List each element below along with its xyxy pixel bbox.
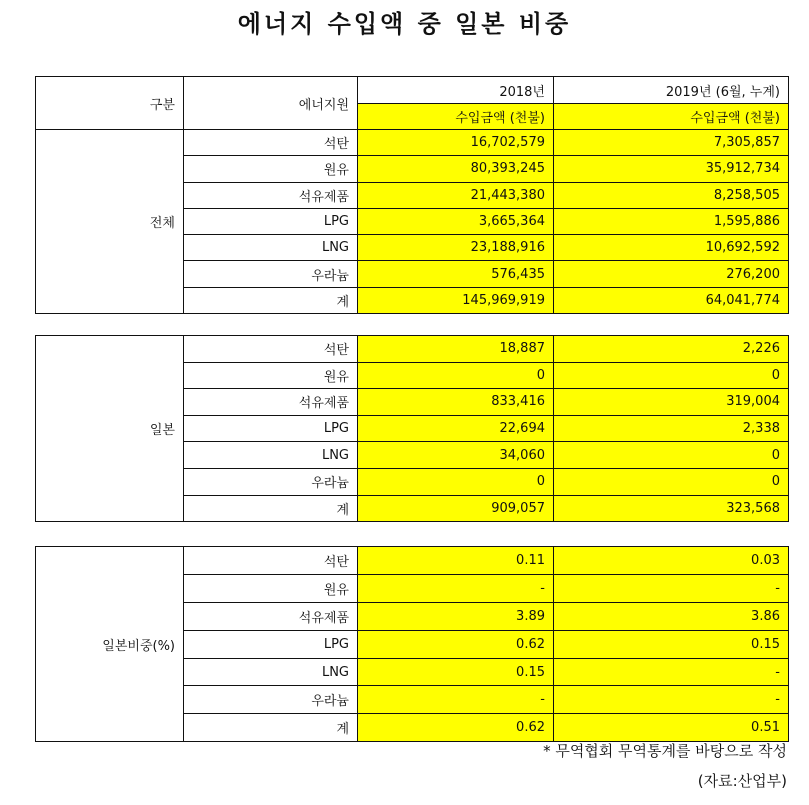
- value-2018-cell: 0.62: [358, 630, 554, 658]
- energy-source-cell: LPG: [184, 208, 358, 234]
- value-2018-cell: 23,188,916: [358, 235, 554, 261]
- page-title: 에너지 수입액 중 일본 비중: [237, 9, 572, 38]
- value-2019-cell: 0: [554, 362, 789, 389]
- value-2019-cell: 2,338: [554, 415, 789, 442]
- energy-source-cell: 계: [184, 714, 358, 742]
- energy-source-cell: 우라늄: [184, 261, 358, 287]
- value-2019-cell: 8,258,505: [554, 182, 789, 208]
- value-2019-cell: 276,200: [554, 261, 789, 287]
- table-row: [36, 336, 789, 363]
- value-2018-cell: 3,665,364: [358, 208, 554, 234]
- value-2018-cell: 0: [358, 468, 554, 495]
- value-2018-cell: 18,887: [358, 336, 554, 363]
- value-2018-cell: -: [358, 686, 554, 714]
- section-label: 일본비중(%): [36, 547, 184, 742]
- section-label: 일본: [36, 336, 184, 522]
- value-2018-cell: 0: [358, 362, 554, 389]
- energy-source-cell: 석탄: [184, 336, 358, 363]
- value-2018-cell: 80,393,245: [358, 156, 554, 182]
- value-2019-cell: 10,692,592: [554, 235, 789, 261]
- value-2019-cell: -: [554, 686, 789, 714]
- value-2019-cell: 64,041,774: [554, 287, 789, 313]
- header-group: 구분: [36, 77, 184, 130]
- value-2019-cell: -: [554, 658, 789, 686]
- table-row: [36, 547, 789, 575]
- energy-source-cell: 석유제품: [184, 389, 358, 416]
- value-2019-cell: 35,912,734: [554, 156, 789, 182]
- value-2019-cell: 323,568: [554, 495, 789, 522]
- value-2019-cell: 319,004: [554, 389, 789, 416]
- header-unit-2019: 수입금액 (천불): [554, 104, 789, 130]
- energy-source-cell: LPG: [184, 630, 358, 658]
- energy-source-cell: 계: [184, 287, 358, 313]
- value-2018-cell: 576,435: [358, 261, 554, 287]
- value-2019-cell: 0.51: [554, 714, 789, 742]
- energy-source-cell: 석탄: [184, 547, 358, 575]
- energy-source-cell: 석유제품: [184, 602, 358, 630]
- value-2018-cell: 34,060: [358, 442, 554, 469]
- value-2018-cell: 909,057: [358, 495, 554, 522]
- value-2019-cell: 0.03: [554, 547, 789, 575]
- energy-source-cell: LNG: [184, 442, 358, 469]
- value-2018-cell: 833,416: [358, 389, 554, 416]
- value-2019-cell: 0: [554, 442, 789, 469]
- value-2018-cell: 0.62: [358, 714, 554, 742]
- header-year-2019: 2019년 (6월, 누계): [554, 77, 789, 104]
- value-2018-cell: 16,702,579: [358, 130, 554, 156]
- energy-source-cell: 원유: [184, 362, 358, 389]
- source-note: (자료:산업부): [697, 772, 787, 790]
- section-label: 전체: [36, 130, 184, 314]
- energy-source-cell: 석탄: [184, 130, 358, 156]
- header-unit-2018: 수입금액 (천불): [358, 104, 554, 130]
- value-2018-cell: 0.15: [358, 658, 554, 686]
- table-row: [36, 130, 789, 156]
- header-source: 에너지원: [184, 77, 358, 130]
- energy-source-cell: LNG: [184, 658, 358, 686]
- value-2018-cell: 0.11: [358, 547, 554, 575]
- value-2018-cell: 21,443,380: [358, 182, 554, 208]
- energy-source-cell: 원유: [184, 156, 358, 182]
- value-2019-cell: 3.86: [554, 602, 789, 630]
- value-2018-cell: 22,694: [358, 415, 554, 442]
- table-japan: [35, 335, 789, 522]
- value-2018-cell: 3.89: [358, 602, 554, 630]
- value-2019-cell: 7,305,857: [554, 130, 789, 156]
- energy-source-cell: 계: [184, 495, 358, 522]
- value-2018-cell: -: [358, 574, 554, 602]
- value-2019-cell: 0: [554, 468, 789, 495]
- value-2019-cell: 0.15: [554, 630, 789, 658]
- energy-source-cell: 원유: [184, 574, 358, 602]
- energy-source-cell: 우라늄: [184, 468, 358, 495]
- energy-source-cell: 석유제품: [184, 182, 358, 208]
- energy-source-cell: LNG: [184, 235, 358, 261]
- energy-source-cell: LPG: [184, 415, 358, 442]
- table-total: [35, 76, 789, 314]
- value-2018-cell: 145,969,919: [358, 287, 554, 313]
- value-2019-cell: -: [554, 574, 789, 602]
- header-year-2018: 2018년: [358, 77, 554, 104]
- footnote: * 무역협회 무역통계를 바탕으로 작성: [543, 742, 787, 760]
- table-japan-share: [35, 546, 789, 742]
- value-2019-cell: 2,226: [554, 336, 789, 363]
- value-2019-cell: 1,595,886: [554, 208, 789, 234]
- energy-source-cell: 우라늄: [184, 686, 358, 714]
